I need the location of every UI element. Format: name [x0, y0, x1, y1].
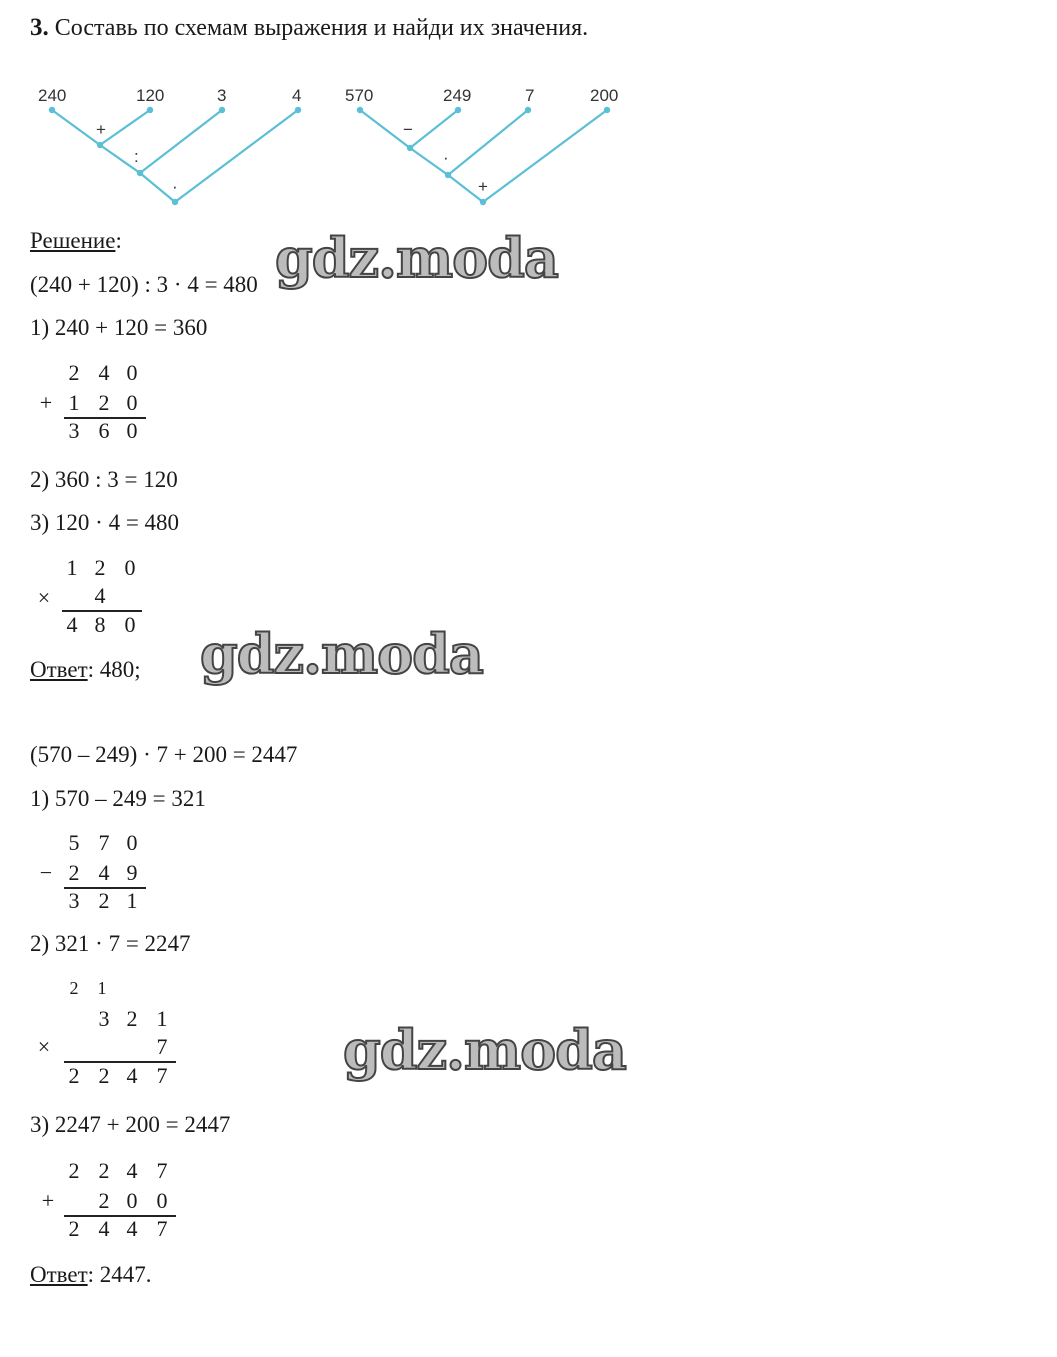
step-text: 3) 120 · 4 = 480: [30, 510, 180, 535]
column-addition: + 2 4 0 1 2 0 3 6 0: [30, 360, 170, 445]
scheme1-op: +: [96, 120, 106, 139]
column-addition: + 2 2 4 7 2 0 0 2 4 4 7: [30, 1158, 200, 1243]
scheme2-num: 570: [345, 86, 374, 105]
scheme2-num: 200: [590, 86, 619, 105]
step-text: 3) 2247 + 200 = 2447: [30, 1112, 231, 1137]
step-text: 1) 240 + 120 = 360: [30, 315, 208, 340]
scheme1-num: 4: [292, 86, 302, 105]
expression-2: (570 – 249) · 7 + 200 = 2447: [30, 742, 298, 767]
step-text: 2) 360 : 3 = 120: [30, 467, 178, 492]
scheme2-op: +: [478, 177, 488, 196]
task-heading: [30, 14, 588, 42]
scheme2-num: 249: [443, 86, 472, 105]
task-number: 3.: [30, 14, 49, 41]
answer-2: Ответ: 2447.: [30, 1262, 152, 1287]
expression-1: (240 + 120) : 3 · 4 = 480: [30, 272, 258, 297]
task-text: Составь по схемам выражения и найди их значения.: [54, 15, 589, 41]
answer-1: Ответ: 480;: [30, 657, 141, 682]
scheme1-num: 3: [217, 86, 227, 105]
scheme2-op: ·: [443, 148, 449, 167]
scheme2-op: −: [403, 120, 413, 139]
solution-label: Решение:: [30, 228, 122, 253]
step-text: 1) 570 – 249 = 321: [30, 786, 206, 811]
scheme1-num: 240: [38, 86, 67, 105]
column-multiplication: 2 1 3 2 1 × 7 2 2 4 7: [30, 978, 200, 1090]
watermark: gdz.moda: [200, 622, 483, 686]
column-subtraction: − 5 7 0 2 4 9 3 2 1: [30, 830, 170, 915]
step-text: 2) 321 · 7 = 2247: [30, 931, 191, 956]
column-multiplication: × 1 2 0 4 4 8 0: [30, 555, 170, 640]
scheme1-op: ·: [172, 177, 178, 196]
scheme1-op: :: [134, 147, 139, 166]
expression-schemes: [0, 70, 680, 220]
scheme1-num: 120: [136, 86, 165, 105]
watermark: gdz.moda: [275, 226, 558, 290]
watermark: gdz.moda: [343, 1018, 626, 1082]
scheme2-num: 7: [525, 86, 535, 105]
